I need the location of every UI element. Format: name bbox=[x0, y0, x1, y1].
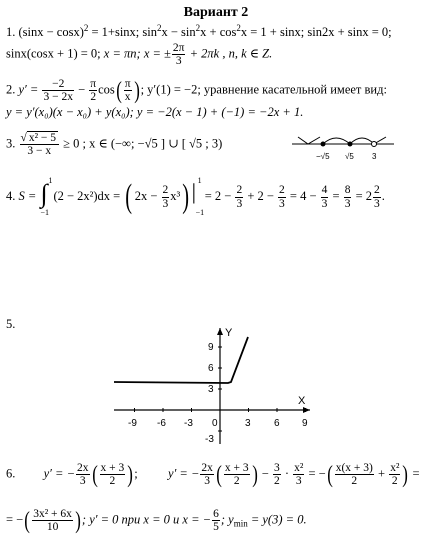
task4-frac0-den: 3 bbox=[162, 197, 169, 210]
y-tick-label: 9 bbox=[208, 342, 214, 353]
task4-frac2 bbox=[278, 184, 286, 209]
point-sqrt5 bbox=[348, 142, 353, 147]
x-tick-label: 6 bbox=[274, 418, 280, 429]
task2-frac1-den: 3 − 2x bbox=[43, 91, 73, 104]
point-3 bbox=[372, 142, 377, 147]
task6-b-eq: = − bbox=[305, 466, 326, 481]
task4-inner: 2x − bbox=[134, 188, 161, 203]
task2-frac3 bbox=[124, 78, 132, 103]
task6-b-frac4-den: 3 bbox=[295, 475, 302, 488]
task6-c-end: ; y bbox=[220, 512, 234, 527]
task4-x3: x³ bbox=[170, 188, 181, 203]
task3-frac-den: 3 − x bbox=[27, 145, 52, 158]
task2-minus: − bbox=[74, 82, 89, 97]
task6-a-frac1-num: 2x bbox=[77, 462, 89, 474]
y-axis-label: Y bbox=[225, 327, 233, 339]
task6-b-frac2-den: 2 bbox=[233, 475, 240, 488]
task1-expr-e: x = 1 + sinx; sin2x + sinx = 0; bbox=[240, 25, 392, 39]
label-3: 3 bbox=[372, 152, 377, 161]
task2-line1: 2. y′ = $\frac{-2}{3 - 2x}$ − $\frac{\pi}{2}$ cos( $\frac{\pi}{x}$ ); y′(1) = −2; уравнение касательной имеет вид: bbox=[6, 77, 387, 104]
task6-c-frac1-den: 10 bbox=[46, 521, 59, 534]
task6-c-frac1-num: 3x² + 6x bbox=[33, 508, 72, 520]
task1-expr-b: = 1+sinx; sin bbox=[88, 25, 157, 39]
task6-b-frac5-den: 2 bbox=[351, 475, 358, 488]
task4-frac3-num: 4 bbox=[321, 184, 328, 197]
task6-b-frac3 bbox=[273, 462, 281, 487]
task3-rest: ≥ 0 ; x ∈ (−∞; −√5 ] ∪ [ √5 ; 3) bbox=[60, 136, 223, 151]
integral-sign: ∫ 1 −1 bbox=[40, 176, 53, 217]
task2-rest: ; y′(1) = −2; уравнение касательной имеет вид: bbox=[140, 82, 387, 97]
task6-c-frac2-num: 6 bbox=[213, 508, 219, 520]
task6-a-frac2 bbox=[100, 462, 126, 487]
task1-roots: x = πn; x = ± bbox=[103, 46, 171, 61]
eval-bar: | 1 −1 bbox=[191, 176, 205, 217]
task6-b-frac1 bbox=[200, 462, 214, 487]
integral-upper: 1 bbox=[48, 176, 53, 185]
task4-integrand: (2 − 2x²)dx = bbox=[53, 188, 124, 203]
task2-frac3-den: x bbox=[124, 91, 131, 104]
task4-frac5 bbox=[373, 184, 381, 209]
task6-b-frac5 bbox=[335, 462, 374, 487]
task4-frac2-den: 3 bbox=[279, 197, 285, 210]
task6-b-frac5-num: x(x + 3) bbox=[335, 462, 373, 474]
task4-frac3 bbox=[321, 184, 329, 209]
task1-frac-den: 3 bbox=[175, 55, 182, 68]
task1-line2 bbox=[6, 42, 272, 67]
task6-c-frac2-den: 5 bbox=[213, 521, 219, 534]
task5-graph bbox=[110, 324, 318, 448]
task4-frac1-den: 3 bbox=[236, 197, 243, 210]
task6-b-lhs: y′ = − bbox=[168, 466, 200, 481]
task6-b-frac2-num: x + 3 bbox=[224, 462, 249, 474]
task6-a-end: ; bbox=[134, 466, 138, 481]
task4-eq5: = bbox=[329, 188, 343, 203]
task6-b-frac6-num: x² bbox=[390, 462, 400, 474]
label-sqrt5: √5 bbox=[345, 152, 354, 161]
x-arrow-icon bbox=[303, 407, 310, 413]
task1-factor: sinx(cosx + 1) = 0; bbox=[6, 46, 104, 61]
task4-line: 4. S = ∫ 1 −1 (2 − 2x²)dx = ( 2x − $\frac{2}{3}$ x³) | 1 −1 = 2 − $\frac{2}{3}$ + 2 − $\frac{2}{3}$ = 4 − $\frac{4}{3}$ = $\frac{8}{3}$ = 2 $\frac{2}{3}$ . bbox=[6, 176, 385, 217]
task6-c-mid: ; y′ = 0 при x = 0 и x = − bbox=[81, 512, 212, 527]
integral-lower: −1 bbox=[40, 208, 49, 217]
eval-bar-lo: −1 bbox=[195, 208, 205, 217]
x-tick-label: 9 bbox=[302, 418, 308, 429]
task6-a-frac1 bbox=[76, 462, 90, 487]
task6-b-frac3-den: 2 bbox=[273, 475, 280, 488]
task4-frac0-num: 2 bbox=[162, 184, 169, 197]
task2-frac1 bbox=[42, 78, 74, 103]
task2-number: 2. bbox=[6, 82, 16, 97]
x-tick-label: -6 bbox=[157, 418, 166, 429]
task4-eq4: = 4 − bbox=[286, 188, 320, 203]
task4-frac4 bbox=[344, 184, 352, 209]
task1-expr-d: x + cos bbox=[200, 25, 237, 39]
task6-c-lhs: = − bbox=[6, 512, 24, 527]
task6-b-frac1-den: 3 bbox=[204, 475, 211, 488]
task4-frac4-num: 8 bbox=[344, 184, 351, 197]
x-tick-label: -9 bbox=[128, 418, 137, 429]
task6-b-frac1-num: 2x bbox=[201, 462, 213, 474]
sign-arc-2 bbox=[323, 138, 350, 144]
sign-arc-3 bbox=[350, 138, 374, 144]
task1-expr-c: x − sin bbox=[161, 25, 196, 39]
task6-line1: 6. y′ = − $\frac{2x}{3}$ ( $\frac{x + 3}{2}$ ); y′ = − $\frac{2x}{3}$ ( $\frac{x + 3}{2}$ ) − $\frac{3}{2}$ · $\frac{\text{x²}}{3}$ = −( $\frac{x(x + 3)}{2}$ + $\frac{\text{x²}}{2}$ ) = bbox=[6, 461, 420, 488]
task1-number: 1. bbox=[6, 25, 16, 39]
task2-frac2-num: π bbox=[90, 78, 97, 90]
task4-frac5-den: 3 bbox=[374, 197, 380, 210]
sign-arc-1 bbox=[298, 137, 320, 144]
task4-frac3-den: 3 bbox=[321, 197, 328, 210]
x-tick-label: 0 bbox=[212, 418, 218, 429]
task4-frac0 bbox=[162, 184, 170, 209]
task6-number: 6. bbox=[6, 466, 16, 481]
task4-result: = 2 − bbox=[204, 188, 235, 203]
task2-frac3-num: π bbox=[124, 78, 131, 90]
task6-b-frac3-num: 3 bbox=[273, 462, 280, 474]
variant-title: Вариант 2 bbox=[183, 5, 249, 20]
task1-line1: 1. $(\sin x - \cos x)^2 = 1+\sin x$; $\sin^2x - \sin^2x + \cos^2x = 1 + \sin x$; sin2x + sinx = 0; bbox=[6, 23, 392, 39]
point-neg-sqrt5 bbox=[321, 142, 326, 147]
task3-frac bbox=[20, 132, 60, 157]
task2-yprime: y′ = bbox=[18, 82, 42, 97]
x-axis-label: X bbox=[298, 395, 306, 407]
task4-S: S = bbox=[18, 188, 40, 203]
y-tick-label: -3 bbox=[205, 434, 214, 445]
task2-cos: cos bbox=[98, 82, 115, 97]
task4-eq6: = 2 bbox=[352, 188, 373, 203]
task4-frac4-den: 3 bbox=[344, 197, 351, 210]
task6-b-frac4 bbox=[293, 462, 304, 487]
task2-frac1-num: −2 bbox=[42, 78, 74, 91]
task1-frac-num: 2π bbox=[172, 42, 185, 54]
task4-number: 4. bbox=[6, 188, 16, 203]
task4-dot: . bbox=[381, 188, 385, 203]
task6-b-frac2 bbox=[224, 462, 250, 487]
y-arrow-icon bbox=[217, 328, 223, 335]
y-tick-label: 3 bbox=[208, 384, 214, 395]
task3-frac-num: √ x² − 5 bbox=[20, 132, 60, 145]
task2-frac2-den: 2 bbox=[90, 91, 97, 104]
task1-frac bbox=[172, 42, 186, 67]
task6-c-frac2 bbox=[212, 508, 220, 533]
y-tick-label: 6 bbox=[208, 363, 214, 374]
task6-b-frac4-num: x² bbox=[294, 462, 304, 474]
task3-number: 3. bbox=[6, 136, 16, 151]
task4-frac2-num: 2 bbox=[279, 184, 285, 197]
task2-line2: y = y′(x₀)(x − x₀) + y(x₀); y = −2(x − 1) + (−1) = −2x + 1. bbox=[6, 105, 304, 119]
task4-plus2: + 2 − bbox=[244, 188, 278, 203]
task1-expr: (sinx − cosx) bbox=[18, 25, 84, 39]
task2-frac2 bbox=[89, 78, 97, 103]
function-graph bbox=[114, 337, 248, 383]
task4-frac1 bbox=[235, 184, 243, 209]
task3-sqrt: x² − 5 bbox=[28, 132, 56, 144]
task6-c-sub: min bbox=[233, 518, 248, 529]
task5-number: 5. bbox=[6, 317, 16, 331]
task4-frac1-num: 2 bbox=[236, 184, 243, 197]
x-tick-label: 3 bbox=[245, 418, 251, 429]
eval-bar-hi: 1 bbox=[197, 176, 202, 185]
task6-c-frac1 bbox=[32, 508, 73, 533]
task6-a-frac2-num: x + 3 bbox=[100, 462, 125, 474]
task6-a-frac1-den: 3 bbox=[79, 475, 86, 488]
task6-a-lhs: y′ = − bbox=[43, 466, 76, 481]
task6-b-frac6-den: 2 bbox=[391, 475, 398, 488]
task1-roots-end: + 2πk , n, k ∈ Z. bbox=[186, 46, 273, 61]
task6-c-last: = y(3) = 0. bbox=[247, 512, 307, 527]
task6-b-frac6 bbox=[389, 462, 400, 487]
task6-b-plus: + bbox=[374, 466, 389, 481]
task6-b-minus: − bbox=[258, 466, 272, 481]
x-tick-label: -3 bbox=[184, 418, 193, 429]
task3-number-line bbox=[290, 128, 396, 164]
task6-line2: = −( $\frac{\text{3x² + 6x}}{10}$ ); y′ = 0 при x = 0 и x = − $\frac{6}{5}$ ; $y_{min} = y(3) = 0$. bbox=[6, 507, 307, 534]
task3-line bbox=[6, 132, 222, 157]
task6-b-end: = bbox=[409, 466, 420, 481]
label-neg-sqrt5: −√5 bbox=[316, 152, 330, 161]
task6-a-frac2-den: 2 bbox=[109, 475, 116, 488]
task6-b-dot: · bbox=[281, 466, 293, 481]
task4-frac5-num: 2 bbox=[374, 184, 380, 197]
